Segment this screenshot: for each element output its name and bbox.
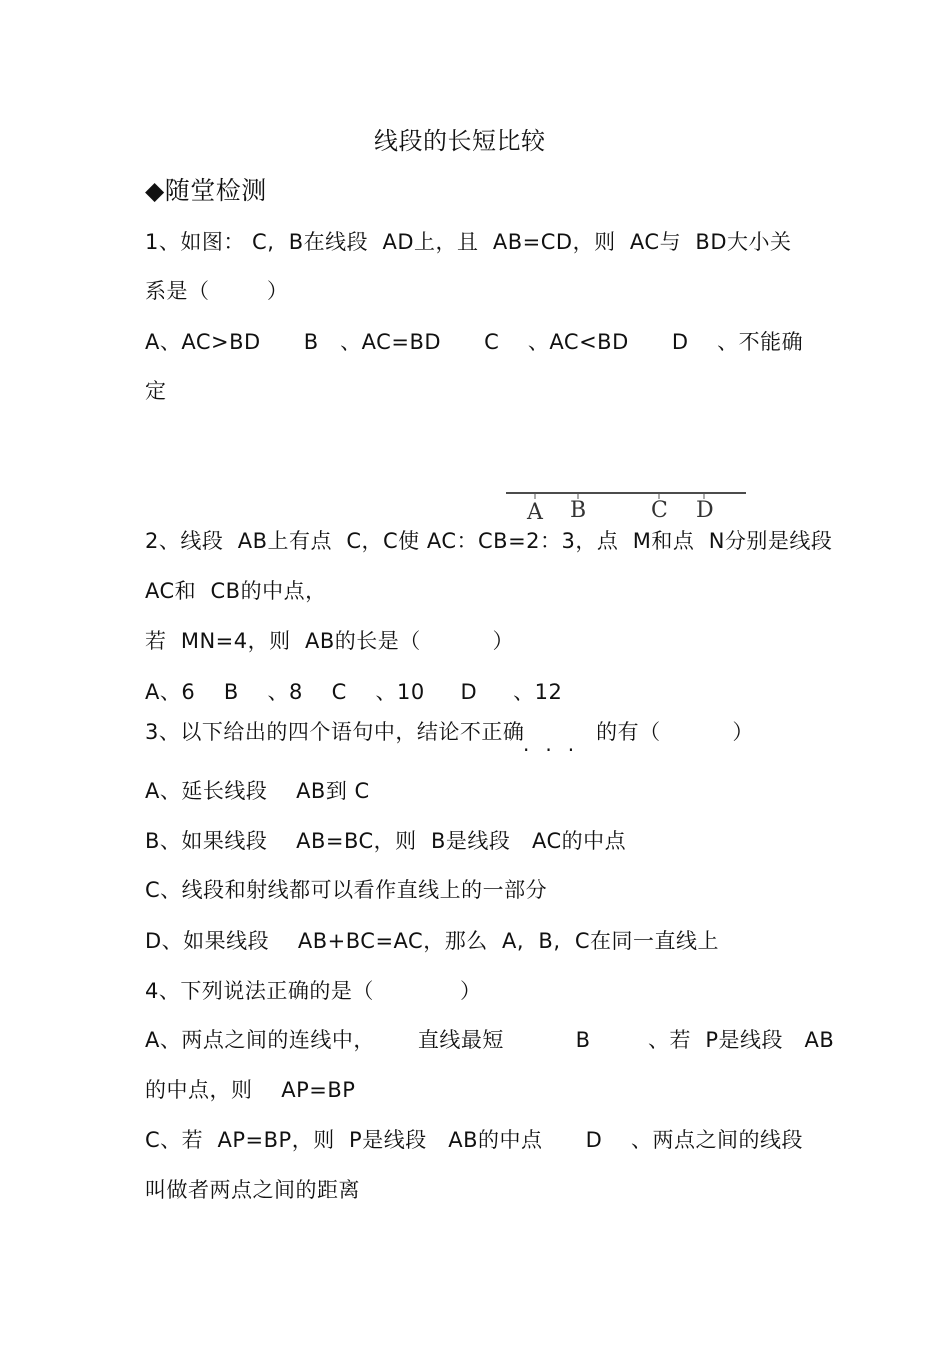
q2-stem-line2: AC和 CB的中点， xyxy=(145,579,327,603)
section-heading: ◆随堂检测 xyxy=(145,176,267,205)
q1-options-line: A、AC>BD B 、AC=BD C 、AC<BD D 、不能确 xyxy=(145,330,804,354)
q3-option-a: A、延长线段 AB到 C xyxy=(145,779,370,803)
q4-options-line2: 的中点，则 AP=BP xyxy=(145,1078,356,1102)
q4-options-line1: A、两点之间的连线中， 直线最短 B 、若 P是线段 AB xyxy=(145,1028,835,1052)
q1-stem-line2: 系是（ ） xyxy=(145,279,289,303)
point-label-a: A xyxy=(527,500,543,525)
q2-stem-line3: 若 MN=4，则 AB的长是（ ） xyxy=(145,629,515,653)
q4-stem: 4、下列说法正确的是（ ） xyxy=(145,979,482,1003)
point-label-d: D xyxy=(696,498,714,523)
q3-option-b: B、如果线段 AB=BC，则 B是线段 AC的中点 xyxy=(145,829,627,853)
q3-option-d: D、如果线段 AB+BC=AC，那么 A, B, C在同一直线上 xyxy=(145,929,720,953)
q1-stem-line1: 1、如图： C, B在线段 AD上，且 AB=CD，则 AC与 BD大小关 xyxy=(145,230,792,254)
q3-option-c: C、线段和射线都可以看作直线上的一部分 xyxy=(145,878,548,902)
point-label-b: B xyxy=(570,498,587,523)
q4-options-line3: C、若 AP=BP，则 P是线段 AB的中点 D 、两点之间的线段 xyxy=(145,1128,803,1152)
q3-stem: 3、以下给出的四个语句中，结论不正确 的有（ ） xyxy=(145,720,754,744)
page-title: 线段的长短比较 xyxy=(374,127,546,155)
emphasis-dots: ··· xyxy=(523,738,591,762)
q4-options-line4: 叫做者两点之间的距离 xyxy=(145,1178,360,1202)
q2-stem-line1: 2、线段 AB上有点 C，C使 AC：CB=2：3，点 M和点 N分别是线段 xyxy=(145,529,833,553)
point-label-c: C xyxy=(651,498,668,523)
q1-options-line2: 定 xyxy=(145,379,167,403)
q2-options-line: A、6 B 、8 C 、10 D 、12 xyxy=(145,680,563,704)
segment-figure xyxy=(500,485,750,525)
